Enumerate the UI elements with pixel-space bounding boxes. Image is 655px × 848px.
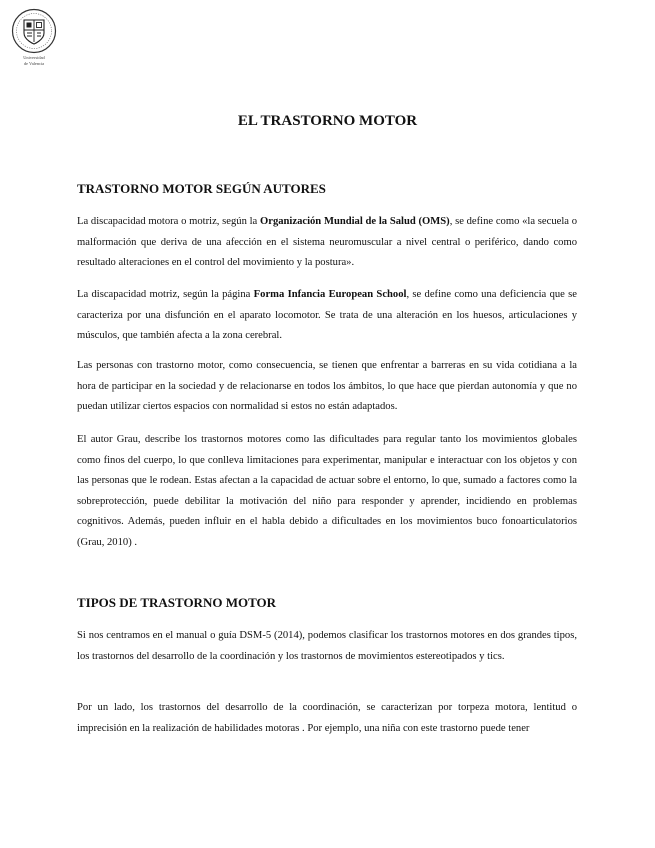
paragraph-forma-bold: Forma Infancia European School [253,289,407,300]
paragraph-forma-pre: La discapacidad motriz, según la página [77,289,254,300]
paragraph-grau: El autor Grau, describe los trastornos motores como las dificultades para regular tanto los movimientos globales como finos del cuerpo, lo que conlleva limitaciones para experimentar, manipular e interactuar con los objetos y con las personas que le rodean. Estas afectan a la capacidad de actuar sobre el entorno, lo que, sumado a factores como la sobreprotección, puede debilitar la motivación del niño para responder y aprender, incidiendo en problemas cognitivos. Además, pueden influir en el habla debido a dificultades en los movimientos buco fonoarticulatorios (Grau, 2010) . [77,434,577,548]
document-title: EL TRASTORNO MOTOR [237,113,418,129]
paragraph-dsm5: Si nos centramos en el manual o guía DSM-5 (2014), podemos clasificar los trastornos motores en dos grandes tipos, los trastornos del desarrollo de la coordinación y los trastornos de movimientos estereotipados y tics. [77,630,577,662]
paragraph-coordinacion: Por un lado, los trastornos del desarrollo de la coordinación, se caracterizan por torpeza motora, lentitud o imprecisión en la realización de habilidades motoras . Por ejemplo, una niña con este trastorno puede tener [77,702,577,734]
logo-text-line1: Universidad [23,55,45,60]
paragraph-forma-infancia [77,285,577,347]
paragraph-oms-bold: Organización Mundial de la Salud (OMS) [260,216,450,227]
section-heading-autores: TRASTORNO MOTOR SEGÚN AUTORES [77,181,326,196]
university-crest-icon [11,8,57,54]
university-logo [10,8,58,66]
paragraph-oms-pre: La discapacidad motora o motriz, según la [77,216,260,227]
section-heading-tipos: TIPOS DE TRASTORNO MOTOR [77,595,277,610]
paragraph-forma-post: , se define como una deficiencia que se caracteriza por una disfunción en el aparato locomotor. Se trata de una alteración en los huesos, articulaciones y músculos, que también afecta a la zona cerebral. [77,289,578,341]
paragraph-oms-post: , se define como «la secuela o malformación que deriva de una afección en el sistema neuromuscular a nivel central o periférico, dando como resultado alteraciones en el control del movimiento y la postura». [77,216,577,268]
logo-text-line2: de Valencia [23,61,45,66]
paragraph-oms [77,212,577,274]
paragraph-barreras: Las personas con trastorno motor, como consecuencia, se tienen que enfrentar a barreras en su vida cotidiana a la hora de participar en la sociedad y de relacionarse en todos los ámbitos, lo que hace que pierdan autonomía y que no puedan utilizar ciertos espacios con normalidad si estos no están adaptados. [77,360,577,412]
